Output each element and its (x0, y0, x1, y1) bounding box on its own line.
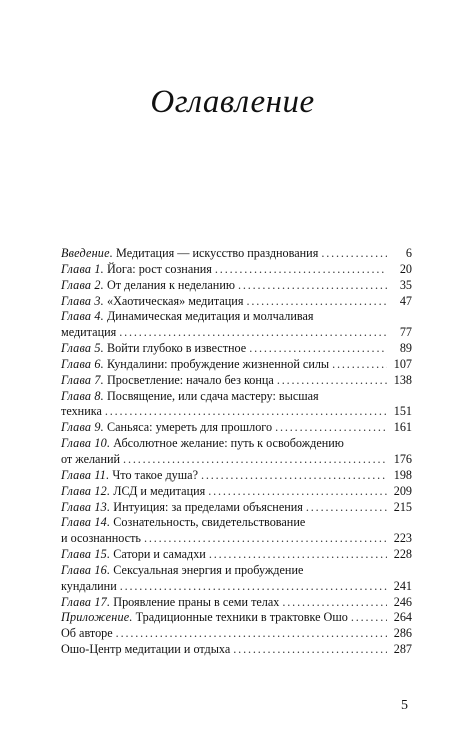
toc-entry-page: 287 (393, 642, 412, 657)
toc-entry-title: от желаний (61, 451, 121, 466)
toc-entry-line (61, 389, 412, 405)
toc-entry-prefix: Глава 16. (61, 562, 111, 577)
toc-entry-line (61, 642, 412, 658)
toc-entry-label (61, 595, 279, 611)
toc-entry-line (61, 420, 412, 436)
toc-entry-prefix: Приложение. (61, 610, 133, 625)
table-of-contents (61, 246, 412, 658)
toc-entry-page: 89 (399, 341, 412, 356)
toc-entry-prefix: Глава 12. (61, 483, 111, 498)
dot-leader (332, 357, 387, 373)
toc-entry-line (61, 246, 412, 262)
toc-entry-prefix: Глава 7. (61, 372, 104, 387)
toc-entry (61, 294, 412, 310)
dot-leader (123, 452, 387, 468)
toc-entry-label (61, 563, 412, 579)
toc-entry (61, 626, 412, 642)
toc-entry-title: Об авторе (61, 626, 113, 641)
toc-entry-line (61, 357, 412, 373)
toc-entry-label (61, 246, 318, 262)
toc-entry-title: Ошо-Центр медитации и отдыха (61, 642, 231, 657)
toc-entry-label (61, 357, 329, 373)
toc-entry-line (61, 563, 412, 579)
toc-entry-label (61, 341, 246, 357)
dot-leader (275, 420, 387, 436)
toc-entry-title: Саньяса: умереть для прошлого (106, 420, 273, 435)
dot-leader (321, 246, 387, 262)
toc-entry-prefix: Глава 4. (61, 309, 104, 324)
toc-entry-line (61, 515, 412, 531)
toc-entry (61, 389, 412, 421)
toc-entry-title: Йога: рост сознания (106, 261, 212, 276)
toc-entry-prefix: Глава 13. (61, 499, 111, 514)
toc-entry-page: 228 (393, 547, 412, 562)
dot-leader (105, 404, 387, 420)
toc-entry-page: 209 (393, 483, 412, 498)
dot-leader (238, 278, 387, 294)
toc-entry-label (61, 294, 243, 310)
toc-entry-prefix: Глава 5. (61, 341, 104, 356)
toc-entry-label (61, 610, 348, 626)
toc-entry (61, 515, 412, 547)
toc-entry (61, 309, 412, 341)
dot-leader (246, 294, 387, 310)
toc-entry-page: 286 (393, 626, 412, 641)
dot-leader (144, 531, 387, 547)
toc-entry-line (61, 610, 412, 626)
toc-entry-title: Сексуальная энергия и пробуждение (113, 562, 304, 577)
dot-leader (351, 610, 387, 626)
toc-entry-line (61, 373, 412, 389)
toc-entry-page: 161 (393, 420, 412, 435)
toc-entry-page: 138 (393, 372, 412, 387)
toc-entry (61, 642, 412, 658)
toc-entry-label (61, 626, 113, 642)
toc-entry-title: медитация (61, 325, 117, 340)
toc-entry-page: 151 (393, 404, 412, 419)
toc-entry-label (61, 484, 205, 500)
toc-entry-line (61, 468, 412, 484)
toc-entry-title: Войти глубоко в известное (106, 341, 247, 356)
toc-entry (61, 436, 412, 468)
toc-entry (61, 420, 412, 436)
toc-entry-title: Сознательность, свидетельствование (113, 515, 306, 530)
toc-entry-label (61, 389, 412, 405)
toc-entry-title: Медитация — искусство празднования (116, 246, 319, 260)
toc-entry-label (61, 373, 274, 389)
toc-entry (61, 373, 412, 389)
toc-entry-page: 241 (393, 578, 412, 593)
toc-entry (61, 357, 412, 373)
toc-entry-line (61, 579, 412, 595)
toc-entry-page: 176 (393, 451, 412, 466)
page-number: 5 (401, 698, 408, 713)
toc-entry-page: 6 (405, 246, 412, 260)
toc-entry-label (61, 404, 102, 420)
toc-entry-page: 35 (399, 277, 412, 292)
toc-entry-line (61, 309, 412, 325)
toc-entry-label (61, 452, 120, 468)
toc-entry-page: 246 (393, 594, 412, 609)
dot-leader (208, 484, 387, 500)
toc-entry (61, 595, 412, 611)
toc-entry-prefix: Введение. (61, 246, 113, 260)
toc-entry-prefix: Глава 8. (61, 388, 104, 403)
toc-entry-title: Проявление праны в семи телах (113, 594, 280, 609)
toc-entry-prefix: Глава 1. (61, 261, 104, 276)
dot-leader (282, 595, 387, 611)
toc-entry-line (61, 500, 412, 516)
toc-entry-title: ЛСД и медитация (113, 483, 206, 498)
toc-entry-title: «Хаотическая» медитация (106, 293, 244, 308)
toc-entry-label (61, 642, 230, 658)
toc-entry-prefix: Глава 9. (61, 420, 104, 435)
toc-entry-line (61, 436, 412, 452)
toc-entry-title: Интуиция: за пределами объяснения (113, 499, 303, 514)
toc-entry-title: Динамическая медитация и молчаливая (106, 309, 314, 324)
toc-entry-label (61, 325, 116, 341)
toc-entry (61, 468, 412, 484)
dot-leader (233, 642, 387, 658)
toc-entry-line (61, 278, 412, 294)
toc-entry-title: Что такое душа? (112, 467, 198, 482)
toc-entry-title: техника (61, 404, 102, 419)
dot-leader (116, 626, 387, 642)
toc-entry-label (61, 436, 412, 452)
toc-entry-prefix: Глава 15. (61, 547, 111, 562)
toc-entry-prefix: Глава 10. (61, 436, 111, 451)
toc-entry-page: 198 (393, 467, 412, 482)
toc-entry-title: Традиционные техники в трактовке Ошо (135, 610, 348, 625)
toc-entry (61, 341, 412, 357)
toc-entry-prefix: Глава 3. (61, 293, 104, 308)
toc-entry-line (61, 595, 412, 611)
toc-entry (61, 547, 412, 563)
toc-entry-label (61, 500, 303, 516)
toc-entry (61, 246, 412, 262)
toc-entry-page: 107 (393, 356, 412, 371)
dot-leader (215, 262, 387, 278)
toc-entry-line (61, 325, 412, 341)
toc-entry-line (61, 262, 412, 278)
toc-entry-label (61, 515, 412, 531)
toc-entry-line (61, 547, 412, 563)
toc-entry-page: 264 (393, 610, 412, 625)
toc-entry (61, 500, 412, 516)
toc-entry (61, 563, 412, 595)
toc-entry-label (61, 278, 235, 294)
toc-entry (61, 262, 412, 278)
toc-entry-line (61, 484, 412, 500)
toc-entry-prefix: Глава 14. (61, 515, 111, 530)
toc-entry-line (61, 626, 412, 642)
toc-entry-label (61, 468, 198, 484)
toc-entry-label (61, 420, 272, 436)
toc-entry-line (61, 404, 412, 420)
dot-leader (306, 500, 387, 516)
toc-entry-line (61, 294, 412, 310)
toc-entry-line (61, 452, 412, 468)
dot-leader (277, 373, 387, 389)
toc-entry (61, 610, 412, 626)
toc-entry-title: Сатори и самадхи (113, 547, 206, 562)
toc-entry-label (61, 579, 117, 595)
dot-leader (119, 325, 387, 341)
toc-entry-page: 215 (393, 499, 412, 514)
dot-leader (120, 579, 387, 595)
toc-entry-label (61, 531, 141, 547)
toc-entry (61, 484, 412, 500)
toc-entry-label (61, 309, 412, 325)
toc-entry (61, 278, 412, 294)
toc-entry-title: Абсолютное желание: путь к освобождению (113, 436, 344, 451)
toc-entry-prefix: Глава 2. (61, 277, 104, 292)
toc-entry-title: кундалини (61, 578, 117, 593)
toc-entry-title: Посвящение, или сдача мастеру: высшая (106, 388, 319, 403)
toc-entry-line (61, 341, 412, 357)
toc-entry-page: 223 (393, 531, 412, 546)
toc-entry-label (61, 547, 206, 563)
toc-entry-page: 20 (399, 261, 412, 276)
toc-entry-page: 47 (399, 293, 412, 308)
toc-entry-prefix: Глава 17. (61, 594, 111, 609)
dot-leader (201, 468, 387, 484)
toc-entry-prefix: Глава 11. (61, 467, 110, 482)
toc-entry-label (61, 262, 212, 278)
page-title: Оглавление (150, 84, 315, 121)
toc-entry-title: Кундалини: пробуждение жизненной силы (106, 356, 330, 371)
toc-entry-prefix: Глава 6. (61, 356, 104, 371)
toc-entry-title: и осознанность (61, 531, 141, 546)
dot-leader (249, 341, 387, 357)
toc-entry-title: Просветление: начало без конца (106, 372, 274, 387)
toc-entry-line (61, 531, 412, 547)
toc-entry-page: 77 (399, 325, 412, 340)
dot-leader (209, 547, 387, 563)
toc-entry-title: От делания к неделанию (106, 277, 235, 292)
